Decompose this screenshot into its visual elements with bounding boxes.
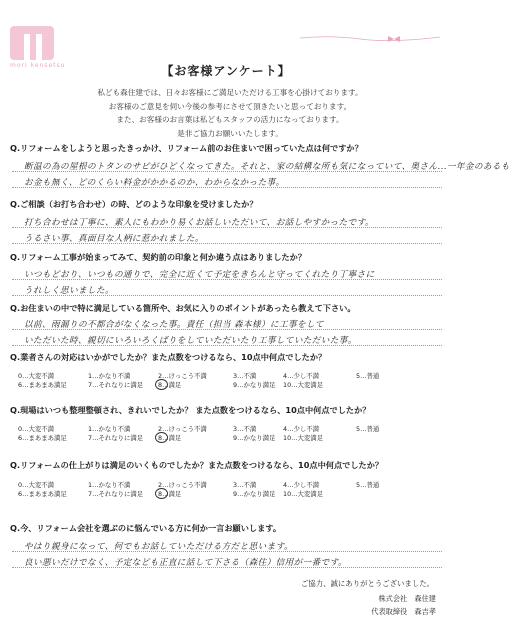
answer-1-line-1: 断温の為の屋根のトタンのサビがひどくなってきた。それと、家の結構な所も気になっていて、奥さん...一年金のあるも <box>24 162 510 172</box>
answer-3-line-2: うれしく思いました。 <box>24 286 114 296</box>
scale-row-low <box>18 424 438 433</box>
option-1[interactable]: 1…かなり不満 <box>88 425 131 433</box>
scale-row-high <box>18 380 438 389</box>
page-title: 【お客様アンケート】 <box>161 64 291 78</box>
intro-text <box>60 86 400 140</box>
option-8[interactable]: 8…満足 <box>158 490 182 498</box>
answer-4-line-1: 以前、雨漏りの不都合がなくなった事。責任（担当 森本様）に工事をして <box>24 320 324 330</box>
option-2[interactable]: 2…けっこう不満 <box>158 372 207 380</box>
company-name: 株式会社 森住建 <box>378 594 436 603</box>
option-7[interactable]: 7…それなりに満足 <box>88 490 144 498</box>
option-3[interactable]: 3…不満 <box>233 372 257 380</box>
option-6[interactable]: 6…まあまあ満足 <box>18 381 67 389</box>
answer-2-line-1: 打ち合わせは丁寧に、素人にもわかり易くお話しいただいて、お話しやすかったです。 <box>24 218 374 228</box>
question-7: Q.リフォームの仕上がりは満足のいくものでしたか？また点数をつけるなら、10点中何点でしたか？ <box>10 460 384 470</box>
option-8[interactable]: 8…満足 <box>158 434 182 442</box>
option-0[interactable]: 0…大変不満 <box>18 425 55 433</box>
option-1[interactable]: 1…かなり不満 <box>88 372 131 380</box>
question-6: Q.現場はいつも整理整頓され、きれいでしたか？ また点数をつけるなら、10点中何点でしたか？ <box>10 405 371 415</box>
answer-rule <box>12 171 442 172</box>
question-3: Q.リフォーム工事が始まってみて、契約前の印象と何か違う点はありましたか？ <box>10 252 307 262</box>
option-9[interactable]: 9…かなり満足 <box>233 381 276 389</box>
answer-8-line-1: やはり親身になって、何でもお話していただける方だと思います。 <box>24 542 293 552</box>
scale-row-low <box>18 371 438 380</box>
score-scale-5 <box>18 371 438 389</box>
logo-mark <box>10 26 54 60</box>
scale-row-low <box>18 480 438 489</box>
option-9[interactable]: 9…かなり満足 <box>233 434 276 442</box>
question-4: Q.お住まいの中で特に満足している箇所や、お気に入りのポイントがあったら教えて下さい。 <box>10 303 356 313</box>
question-8: Q.今、リフォーム会社を選ぶのに悩んでいる方に何か一言お願いします。 <box>10 523 282 533</box>
option-4[interactable]: 4…少し不満 <box>283 481 320 489</box>
option-6[interactable]: 6…まあまあ満足 <box>18 434 67 442</box>
answer-rule <box>12 227 442 228</box>
selected-score-circle <box>155 379 168 390</box>
decorative-ribbon <box>300 34 440 44</box>
company-representative: 代表取締役 森吉孝 <box>371 607 436 616</box>
option-0[interactable]: 0…大変不満 <box>18 372 55 380</box>
answer-4-line-2: いただいた時、親切にいろいろくばりをしていただいたり工事していただいた事。 <box>24 336 357 346</box>
option-3[interactable]: 3…不満 <box>233 481 257 489</box>
option-8[interactable]: 8…満足 <box>158 381 182 389</box>
option-9[interactable]: 9…かなり満足 <box>233 490 276 498</box>
intro-line: また、お客様のお言葉は私どもスタッフの活力になっております。 <box>116 115 344 124</box>
option-2[interactable]: 2…けっこう不満 <box>158 425 207 433</box>
selected-score-circle <box>155 488 168 499</box>
intro-line: 私ども森住建では、日々お客様にご満足いただける工事を心掛けております。 <box>97 88 363 97</box>
question-5: Q.業者さんの対応はいかがでしたか？また点数をつけるなら、10点中何点でしたか？ <box>10 352 327 362</box>
option-4[interactable]: 4…少し不満 <box>283 372 320 380</box>
answer-rule <box>12 187 442 188</box>
option-10[interactable]: 10…大変満足 <box>283 434 324 442</box>
option-10[interactable]: 10…大変満足 <box>283 381 324 389</box>
selected-score-circle <box>155 432 168 443</box>
question-1: Q.リフォームをしようと思ったきっかけ、リフォーム前のお住まいで困っていた点は何ですか？ <box>10 143 363 153</box>
option-7[interactable]: 7…それなりに満足 <box>88 434 144 442</box>
answer-rule <box>12 329 442 330</box>
scale-row-high <box>18 433 438 442</box>
logo-subtext: mori kensetsu <box>10 62 66 69</box>
option-7[interactable]: 7…それなりに満足 <box>88 381 144 389</box>
question-2: Q.ご相談（お打ち合わせ）の時、どのような印象を受けましたか？ <box>10 199 258 209</box>
answer-2-line-2: うるさい事、真面目な人柄に惹かれました。 <box>24 234 204 244</box>
option-6[interactable]: 6…まあまあ満足 <box>18 490 67 498</box>
answer-rule <box>12 345 442 346</box>
answer-rule <box>12 567 442 568</box>
option-5[interactable]: 5…普通 <box>356 372 380 380</box>
option-10[interactable]: 10…大変満足 <box>283 490 324 498</box>
option-4[interactable]: 4…少し不満 <box>283 425 320 433</box>
closing-thanks: ご協力、誠にありがとうございました。 <box>300 579 434 588</box>
answer-8-line-2: 良い悪いだけでなく、予定なども正直に話して下さる（森住）信用が一番です。 <box>24 558 347 568</box>
answer-rule <box>12 243 442 244</box>
option-1[interactable]: 1…かなり不満 <box>88 481 131 489</box>
option-2[interactable]: 2…けっこう不満 <box>158 481 207 489</box>
answer-rule <box>12 551 442 552</box>
option-5[interactable]: 5…普通 <box>356 481 380 489</box>
answer-rule <box>12 279 442 280</box>
score-scale-7 <box>18 480 438 498</box>
answer-1-line-2: お金も無く、どのくらい料金がかかるのか、わからなかった事。 <box>24 178 285 188</box>
option-0[interactable]: 0…大変不満 <box>18 481 55 489</box>
score-scale-6 <box>18 424 438 442</box>
option-3[interactable]: 3…不満 <box>233 425 257 433</box>
intro-line: お客様のご意見を伺い今後の参考にさせて頂きたいと思っております。 <box>108 101 352 111</box>
company-signature <box>371 592 436 618</box>
intro-line: 是非ご協力お願いいたします。 <box>177 128 283 138</box>
scale-row-high <box>18 489 438 498</box>
answer-rule <box>12 295 442 296</box>
option-5[interactable]: 5…普通 <box>356 425 380 433</box>
answer-3-line-1: いつもどおり、いつもの通りで、完全に近くて予定をきちんと守ってくれたり丁寧さに <box>24 270 375 280</box>
